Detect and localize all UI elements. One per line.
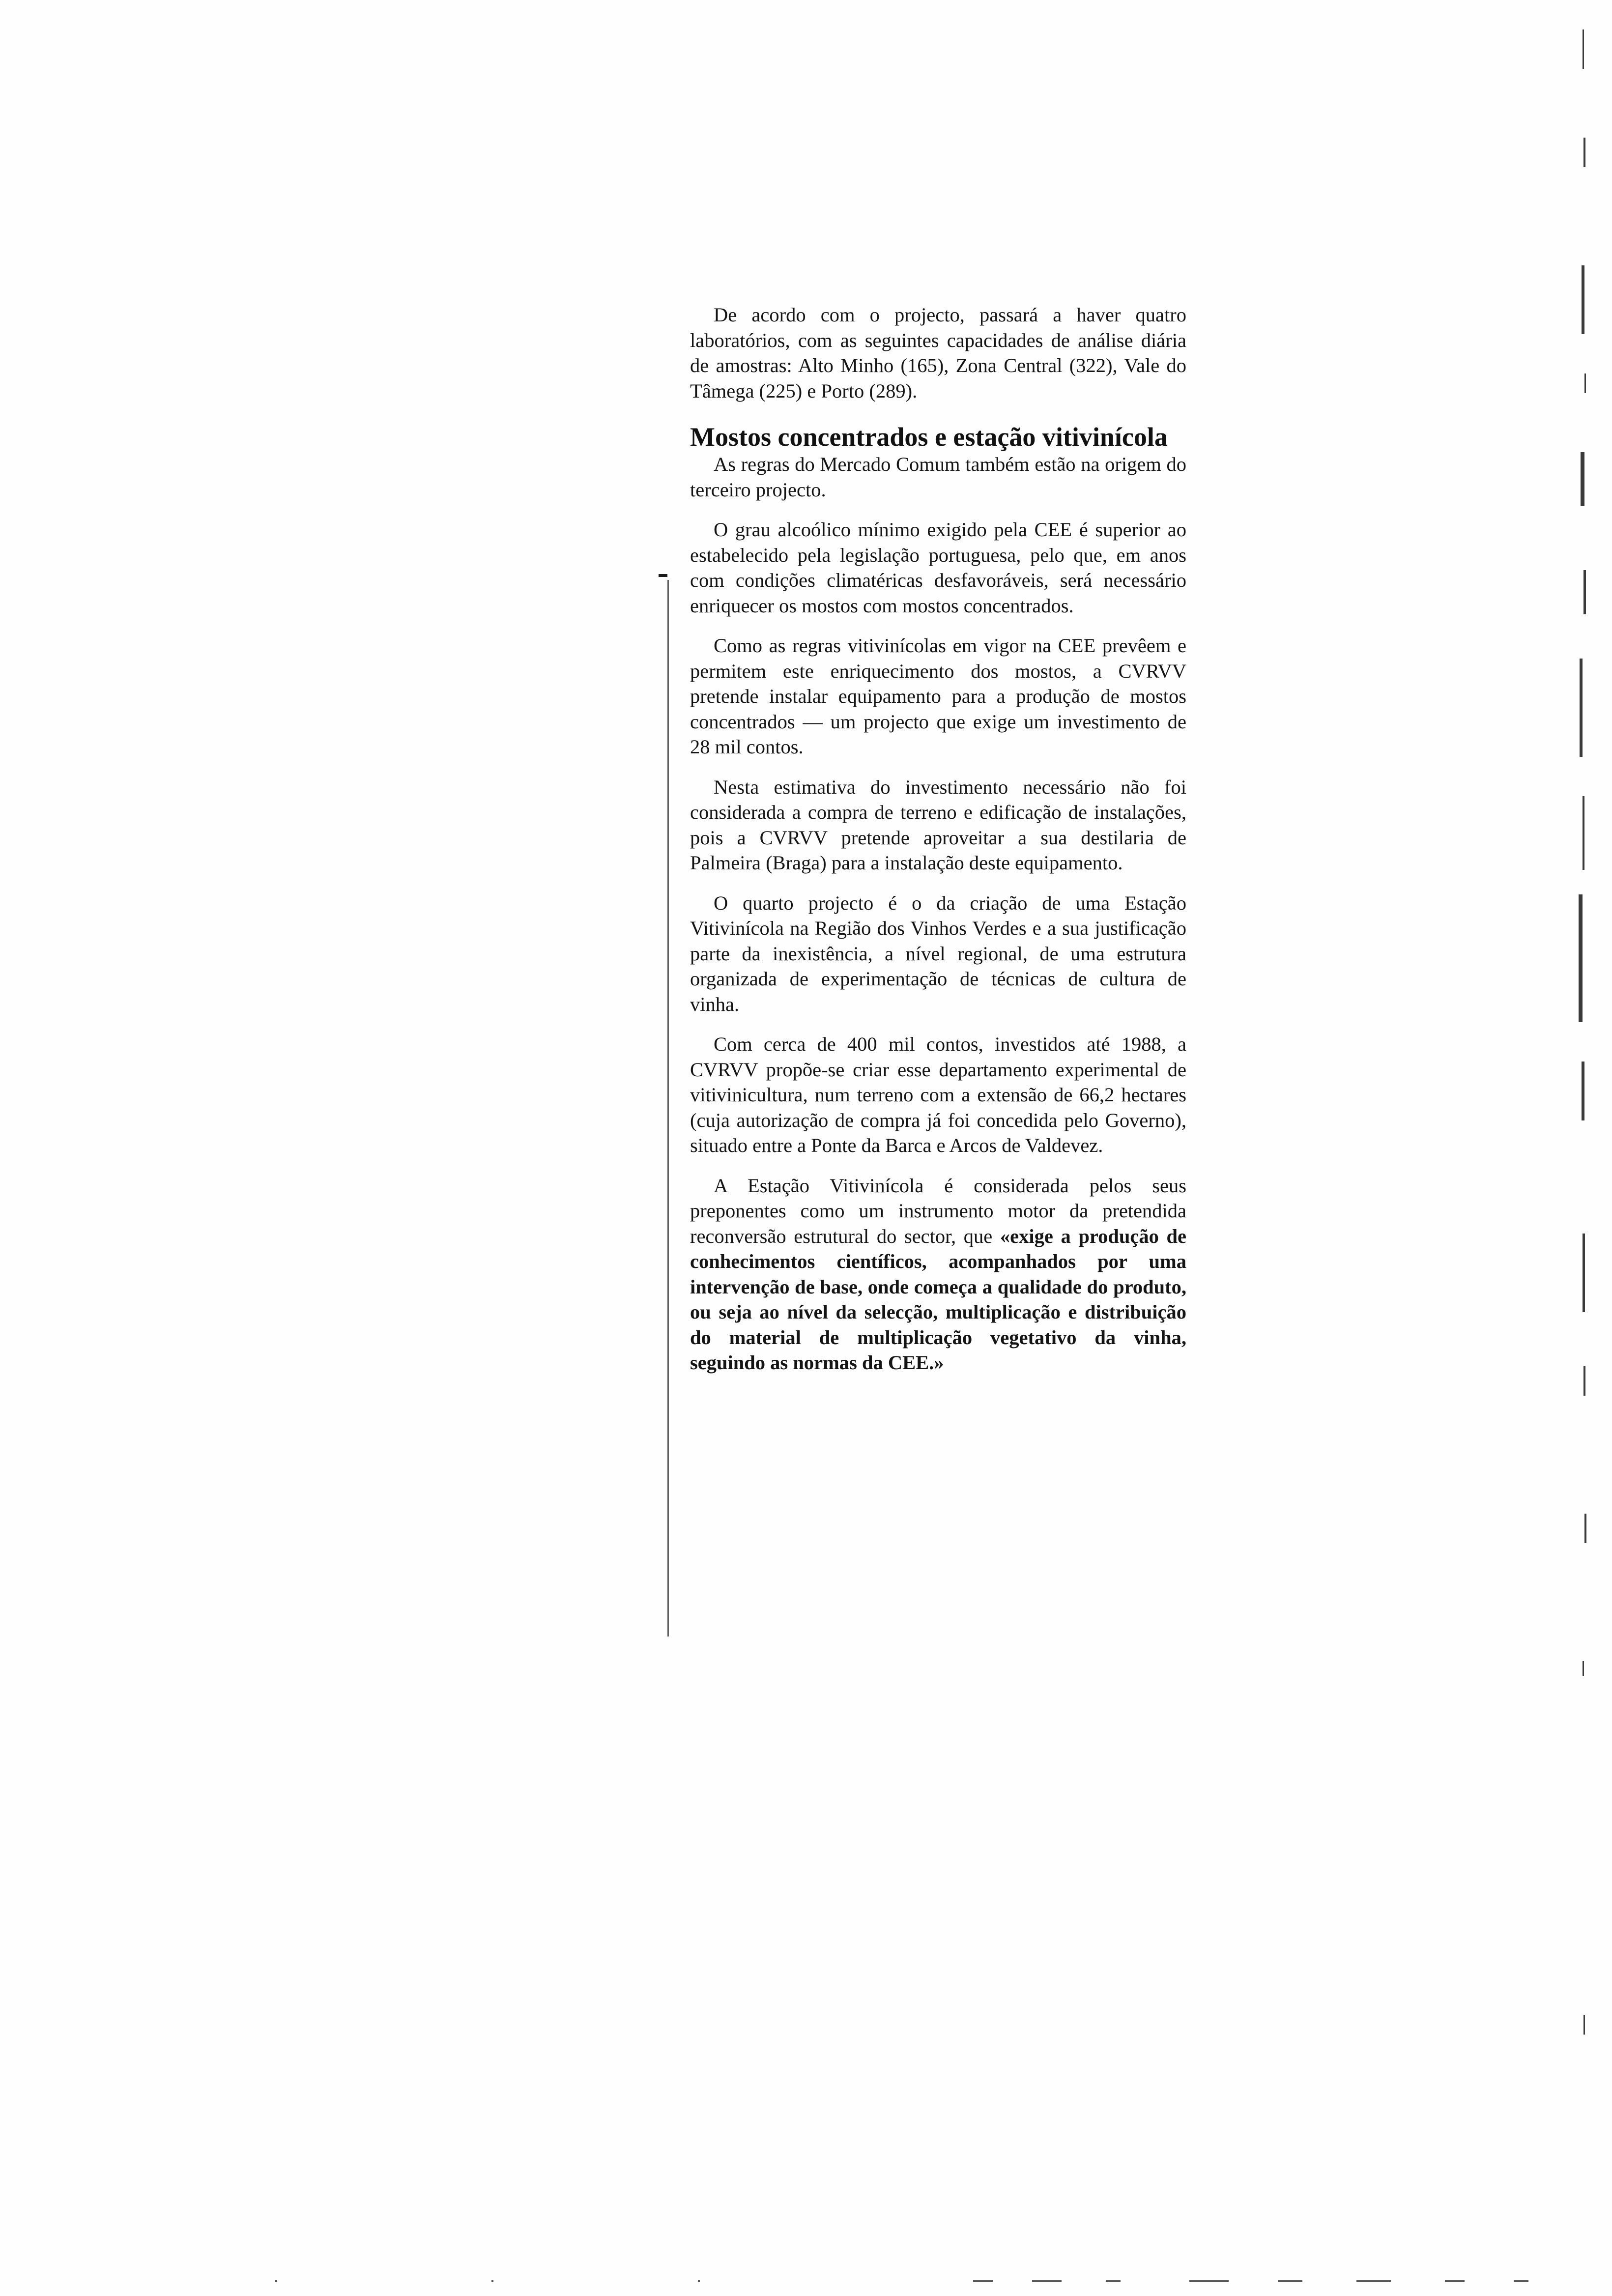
margin-dash-mark [659, 574, 667, 577]
paragraph-mercado-comum: As regras do Mercado Comum também estão na origem do terceiro projecto. [690, 453, 1186, 501]
article-column [690, 302, 1186, 1376]
paragraph-lead-text: A Estação Vitivinícola é considerada pelos seus preponentes como um instrumento motor da pretendida reconversão estrutural do sector, que [690, 1174, 1186, 1247]
scan-bottom-noise [0, 2280, 1612, 2290]
bold-quotation: «exige a produção de conhecimentos científicos, acompanhados por uma intervenção de base, onde começa a qualidade do produto, ou seja ao nível da selecção, multiplicação e distribuição do material de multiplicação vegetativo da vinha, seguindo as normas da CEE.» [690, 1225, 1187, 1374]
paragraph-regras-cee: Como as regras vitivinícolas em vigor na CEE prevêem e permitem este enriquecimento dos mostos, a CVRVV pretende instalar equipamento para a produção de mostos concentrados — um projecto que exige um investimento de 28 mil contos. [690, 634, 1186, 758]
paragraph-estimativa: Nesta estimativa do investimento necessário não foi considerada a compra de terreno e edificação de instalações, pois a CVRVV pretende aproveitar a sua destilaria de Palmeira (Braga) para a instalação deste equipamento. [690, 775, 1186, 874]
paragraph-estacao-vitivinicola [690, 1173, 1186, 1376]
scan-edge-noise [1573, 29, 1602, 2270]
section-heading: Mostos concentrados e estação vitivinícola [690, 422, 1168, 452]
paragraph-laboratorios: De acordo com o projecto, passará a haver quatro laboratórios, com as seguintes capacidades de análise diária de amostras: Alto Minho (165), Zona Central (322), Vale do Tâmega (225) e Porto (289). [690, 304, 1186, 402]
paragraph-quarto-projecto: O quarto projecto é o da criação de uma Estação Vitivinícola na Região dos Vinhos Verdes e a sua justificação parte da inexistência, a nível regional, de uma estrutura organizada de experimentação de técnicas de cultura de vinha. [690, 891, 1186, 1015]
column-rule [667, 580, 669, 1636]
paragraph-400-mil-contos: Com cerca de 400 mil contos, investidos até 1988, a CVRVV propõe-se criar esse departamento experimental de vitivinicultura, num terreno com a extensão de 66,2 hectares (cuja autorização de compra já foi concedida pelo Governo), situado entre a Ponte da Barca e Arcos de Valdevez. [690, 1033, 1186, 1156]
paragraph-grau-alcoolico: O grau alcoólico mínimo exigido pela CEE é superior ao estabelecido pela legislação portuguesa, pelo que, em anos com condições climatéricas desfavoráveis, será necessário enriquecer os mostos com mostos concentrados. [690, 518, 1186, 617]
